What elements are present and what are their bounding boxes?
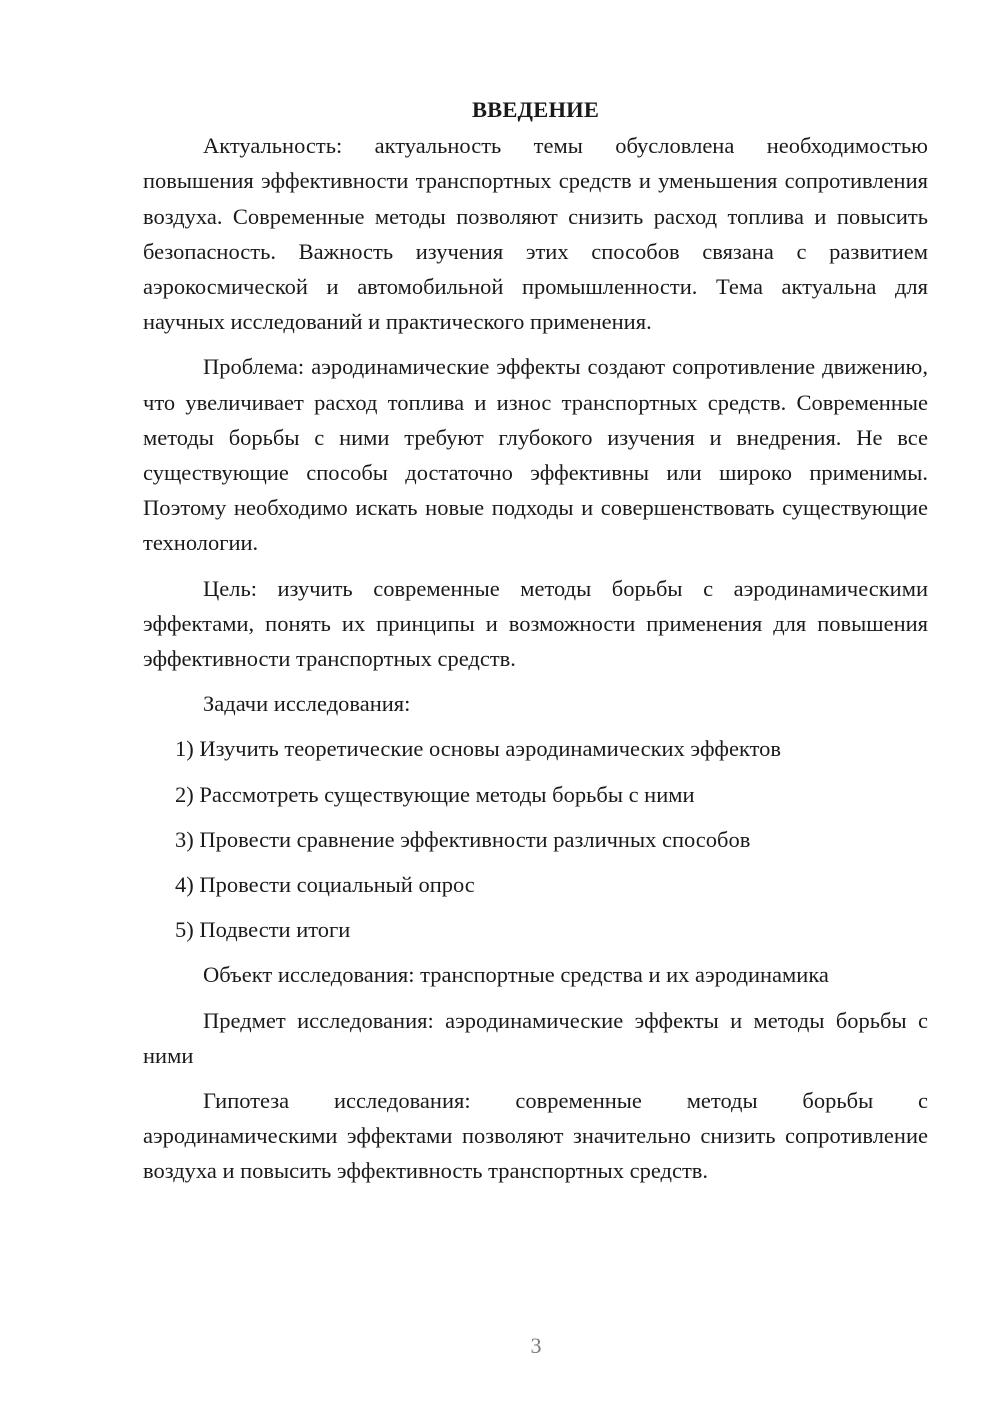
goal-paragraph: Цель: изучить современные методы борьбы с аэродинамическими эффектами, понять их принципы и возможности применения для повышения эффективности транспортных средств. <box>143 575 928 672</box>
list-item: 5) Подвести итоги <box>175 917 351 943</box>
tasks-title: Задачи исследования: <box>203 691 411 717</box>
list-item: 3) Провести сравнение эффективности различных способов <box>175 826 751 852</box>
page-number: 3 <box>530 1333 542 1358</box>
subject-paragraph: Предмет исследования: аэродинамические эффекты и методы борьбы с ними <box>143 1007 928 1068</box>
section-heading: ВВЕДЕНИЕ <box>471 97 600 122</box>
list-item: 4) Провести социальный опрос <box>175 872 475 898</box>
object-paragraph: Объект исследования: транспортные средства и их аэродинамика <box>203 962 829 988</box>
hypothesis-paragraph: Гипотеза исследования: современные методы борьбы с аэродинамическими эффектами позволяют значительно снизить сопротивление воздуха и повысить эффективность транспортных средств. <box>143 1088 928 1184</box>
tasks-list <box>143 731 928 947</box>
list-item: 1) Изучить теоретические основы аэродинамических эффектов <box>175 736 781 762</box>
problem-paragraph: Проблема: аэродинамические эффекты создают сопротивление движению, что увеличивает расход топлива и износ транспортных средств. Современные методы борьбы с ними требуют глубокого изучения и внедрения. Не все существующие способы достаточно эффективны или широко применимы. Поэтому необходимо искать новые подходы и совершенствовать существующие технологии. <box>143 354 928 556</box>
page-content <box>143 92 928 1199</box>
list-item: 2) Рассмотреть существующие методы борьбы с ними <box>175 781 695 807</box>
relevance-paragraph: Актуальность: актуальность темы обусловлена необходимостью повышения эффективности транспортных средств и уменьшения сопротивления воздуха. Современные методы позволяют снизить расход топлива и повысить безопасность. Важность изучения этих способов связана с развитием аэрокосмической и автомобильной промышленности. Тема актуальна для научных исследований и практического применения. <box>143 133 928 335</box>
